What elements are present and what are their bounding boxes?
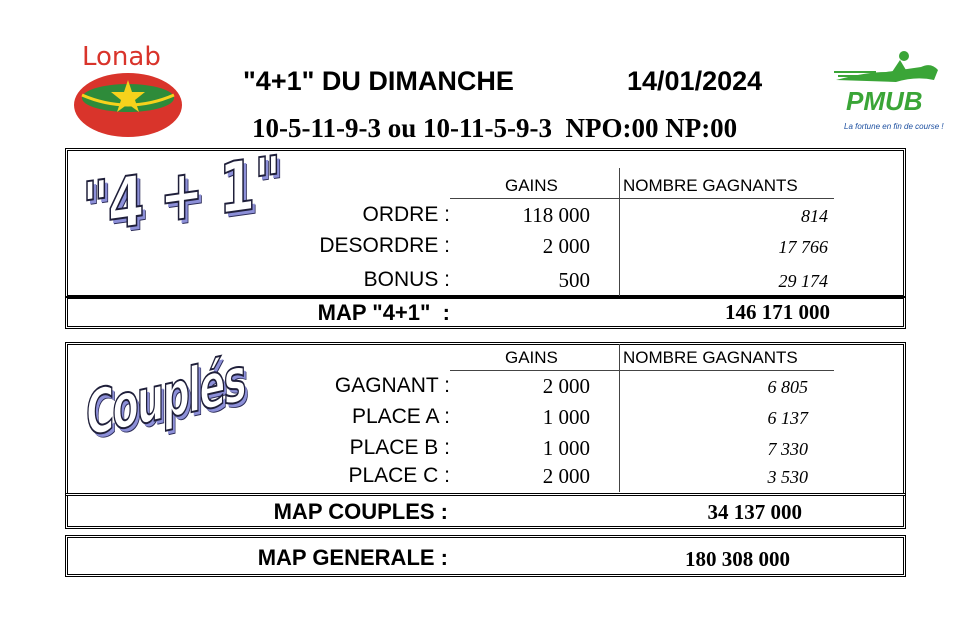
pmub-logo-text: PMUB [846, 86, 923, 116]
nombre-gagnant: 6 805 [767, 377, 808, 397]
map-generale-value: 180 308 000 [685, 547, 790, 571]
row-label-ordre: ORDRE : [362, 203, 450, 226]
race-date: 14/01/2024 [627, 66, 763, 96]
row-label-place-c: PLACE C : [348, 464, 450, 487]
pmub-logo [826, 42, 946, 142]
lonab-logo-text: Lonab [82, 42, 161, 72]
map-quarte-value: 146 171 000 [725, 300, 830, 324]
map-couples-label: MAP COUPLES : [273, 499, 448, 524]
pmub-tagline: La fortune en fin de course ! [844, 122, 944, 131]
map-generale-label: MAP GENERALE : [257, 545, 448, 570]
gain-desordre: 2 000 [542, 234, 590, 258]
gain-place-a: 1 000 [542, 405, 590, 429]
quarte-emblem: "4 + 1" [82, 140, 280, 250]
gain-place-c: 2 000 [542, 464, 590, 488]
row-label-place-b: PLACE B : [349, 436, 450, 459]
couples-emblem: Couplés [86, 342, 245, 451]
nombre-desordre: 17 766 [778, 237, 828, 257]
page-title: "4+1" DU DIMANCHE [243, 66, 514, 96]
gains-header: GAINS [505, 348, 558, 367]
nombre-bonus: 29 174 [778, 271, 828, 291]
column-divider [619, 168, 620, 296]
row-label-gagnant: GAGNANT : [334, 374, 450, 397]
nombre-place-c: 3 530 [767, 467, 808, 487]
nombre-place-a: 6 137 [767, 408, 808, 428]
row-label-bonus: BONUS : [363, 268, 450, 291]
map-couples-value: 34 137 000 [707, 500, 802, 524]
nombre-ordre: 814 [801, 206, 828, 226]
result-line: 10-5-11-9-3 ou 10-11-5-9-3 NPO:00 NP:00 [252, 113, 738, 143]
gain-gagnant: 2 000 [542, 374, 590, 398]
lonab-logo [70, 40, 185, 140]
header-rule [450, 370, 834, 371]
nombre-gagnants-header: NOMBRE GAGNANTS [623, 348, 798, 367]
gain-place-b: 1 000 [542, 436, 590, 460]
map-quarte-label: MAP "4+1" : [317, 300, 450, 325]
gain-ordre: 118 000 [522, 203, 590, 227]
header-rule [450, 198, 834, 199]
nombre-place-b: 7 330 [767, 439, 808, 459]
column-divider [619, 344, 620, 492]
gains-header: GAINS [505, 176, 558, 195]
row-label-desordre: DESORDRE : [319, 234, 450, 257]
row-label-place-a: PLACE A : [351, 405, 450, 428]
gain-bonus: 500 [558, 268, 590, 292]
nombre-gagnants-header: NOMBRE GAGNANTS [623, 176, 798, 195]
